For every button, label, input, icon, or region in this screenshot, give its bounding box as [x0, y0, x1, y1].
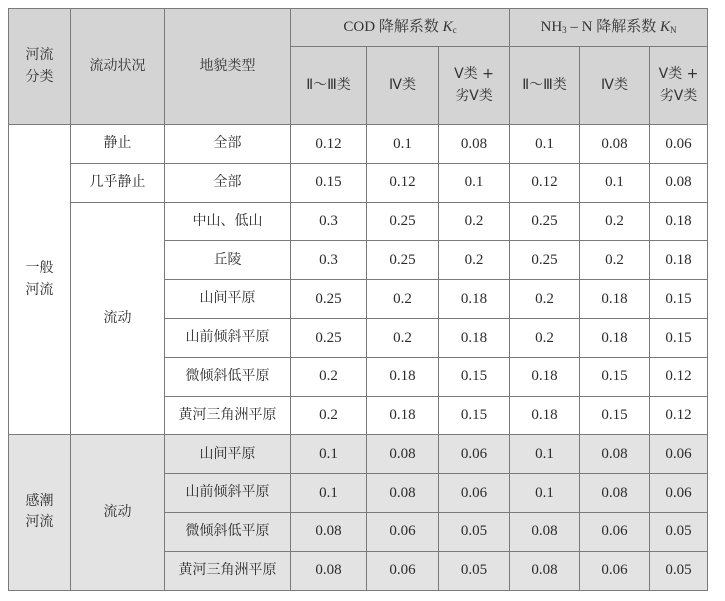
- value-cell: 0.05: [650, 512, 708, 551]
- value-cell: 0.12: [510, 163, 580, 202]
- subheader-nh3-class-5-line2: 劣Ⅴ类: [659, 87, 698, 104]
- table-row: [9, 202, 708, 241]
- value-cell: 0.06: [650, 435, 708, 474]
- header-river-type: [9, 9, 71, 125]
- value-cell: 0.1: [510, 125, 580, 164]
- value-cell: 0.06: [650, 474, 708, 513]
- landform-cell: 山前倾斜平原: [165, 318, 291, 357]
- value-cell: 0.2: [367, 280, 439, 319]
- river-type-tidal-line2: 河流: [25, 514, 54, 531]
- value-cell: 0.2: [580, 202, 650, 241]
- river-type-general-line2: 河流: [25, 281, 54, 298]
- subheader-cod-class-4: Ⅳ类: [367, 47, 439, 125]
- value-cell: 0.08: [367, 435, 439, 474]
- value-cell: 0.15: [650, 318, 708, 357]
- value-cell: 0.18: [510, 396, 580, 435]
- header-cod-prefix: COD 降解系数: [343, 19, 443, 36]
- table-row: [9, 125, 708, 164]
- value-cell: 0.08: [510, 551, 580, 590]
- value-cell: 0.1: [291, 474, 367, 513]
- value-cell: 0.15: [650, 280, 708, 319]
- value-cell: 0.2: [510, 280, 580, 319]
- value-cell: 0.18: [580, 318, 650, 357]
- value-cell: 0.06: [367, 551, 439, 590]
- value-cell: 0.3: [291, 241, 367, 280]
- value-cell: 0.06: [650, 125, 708, 164]
- table-row: [9, 435, 708, 474]
- landform-cell: 全部: [165, 163, 291, 202]
- value-cell: 0.18: [439, 318, 510, 357]
- flow-state-still: 静止: [71, 125, 165, 164]
- value-cell: 0.18: [439, 280, 510, 319]
- value-cell: 0.08: [291, 551, 367, 590]
- value-cell: 0.12: [367, 163, 439, 202]
- header-river-type-line1: 河流: [25, 46, 54, 63]
- value-cell: 0.15: [439, 396, 510, 435]
- flow-state-nearly-still: 几乎静止: [71, 163, 165, 202]
- subheader-cod-class-5-line2: 劣Ⅴ类: [455, 87, 493, 104]
- value-cell: 0.3: [291, 202, 367, 241]
- value-cell: 0.12: [650, 357, 708, 396]
- header-river-type-line2: 分类: [25, 68, 54, 85]
- table-row: [9, 163, 708, 202]
- value-cell: 0.18: [367, 396, 439, 435]
- subheader-cod-class-2-3: Ⅱ～Ⅲ类: [291, 47, 367, 125]
- value-cell: 0.2: [291, 396, 367, 435]
- value-cell: 0.15: [439, 357, 510, 396]
- value-cell: 0.1: [510, 474, 580, 513]
- river-type-tidal-line1: 感潮: [25, 492, 54, 509]
- value-cell: 0.08: [580, 474, 650, 513]
- header-cod-symbol: K: [442, 19, 453, 36]
- header-flow-state: 流动状况: [71, 9, 165, 125]
- value-cell: 0.06: [439, 474, 510, 513]
- value-cell: 0.25: [367, 202, 439, 241]
- flow-state-tidal-flowing: 流动: [71, 435, 165, 590]
- value-cell: 0.18: [510, 357, 580, 396]
- value-cell: 0.1: [580, 163, 650, 202]
- value-cell: 0.1: [367, 125, 439, 164]
- value-cell: 0.15: [580, 357, 650, 396]
- value-cell: 0.1: [439, 163, 510, 202]
- header-nh3-group: [510, 9, 708, 47]
- value-cell: 0.25: [367, 241, 439, 280]
- landform-cell: 黄河三角洲平原: [165, 551, 291, 590]
- value-cell: 0.25: [510, 241, 580, 280]
- river-type-general: [9, 125, 71, 435]
- header-nh3-sub: N: [670, 25, 677, 36]
- value-cell: 0.08: [291, 512, 367, 551]
- value-cell: 0.2: [291, 357, 367, 396]
- value-cell: 0.2: [580, 241, 650, 280]
- value-cell: 0.15: [291, 163, 367, 202]
- landform-cell: 微倾斜低平原: [165, 357, 291, 396]
- value-cell: 0.1: [510, 435, 580, 474]
- value-cell: 0.08: [650, 163, 708, 202]
- landform-cell: 微倾斜低平原: [165, 512, 291, 551]
- value-cell: 0.1: [291, 435, 367, 474]
- value-cell: 0.08: [367, 474, 439, 513]
- header-cod-group: [291, 9, 510, 47]
- header-nh3-nh: NH: [540, 19, 563, 36]
- subheader-nh3-class-5: [650, 47, 708, 125]
- value-cell: 0.25: [291, 280, 367, 319]
- value-cell: 0.06: [580, 512, 650, 551]
- value-cell: 0.18: [367, 357, 439, 396]
- header-nh3-nh-sub: 3: [562, 25, 567, 36]
- landform-cell: 全部: [165, 125, 291, 164]
- subheader-nh3-class-4: Ⅳ类: [580, 47, 650, 125]
- value-cell: 0.08: [580, 125, 650, 164]
- subheader-cod-class-5-line1: Ⅴ类 +: [454, 65, 494, 82]
- landform-cell: 黄河三角洲平原: [165, 396, 291, 435]
- subheader-nh3-class-2-3: Ⅱ～Ⅲ类: [510, 47, 580, 125]
- value-cell: 0.18: [650, 202, 708, 241]
- landform-cell: 山前倾斜平原: [165, 474, 291, 513]
- header-nh3-symbol: K: [660, 19, 671, 36]
- degradation-coefficient-table: [8, 8, 708, 591]
- value-cell: 0.06: [580, 551, 650, 590]
- value-cell: 0.18: [650, 241, 708, 280]
- value-cell: 0.08: [439, 125, 510, 164]
- value-cell: 0.25: [510, 202, 580, 241]
- value-cell: 0.2: [367, 318, 439, 357]
- value-cell: 0.12: [650, 396, 708, 435]
- value-cell: 0.08: [580, 435, 650, 474]
- value-cell: 0.08: [510, 512, 580, 551]
- header-nh3-rest: – N 降解系数: [566, 19, 660, 36]
- value-cell: 0.15: [580, 396, 650, 435]
- value-cell: 0.2: [439, 241, 510, 280]
- landform-cell: 山间平原: [165, 435, 291, 474]
- value-cell: 0.2: [439, 202, 510, 241]
- value-cell: 0.06: [439, 435, 510, 474]
- header-cod-sub: c: [452, 25, 457, 36]
- river-type-tidal: [9, 435, 71, 590]
- river-type-general-line1: 一般: [25, 260, 54, 276]
- flow-state-flowing: 流动: [71, 202, 165, 435]
- subheader-cod-class-5: [439, 47, 510, 125]
- landform-cell: 丘陵: [165, 241, 291, 280]
- landform-cell: 中山、低山: [165, 202, 291, 241]
- value-cell: 0.12: [291, 125, 367, 164]
- value-cell: 0.2: [510, 318, 580, 357]
- table-body: [9, 125, 708, 591]
- value-cell: 0.05: [439, 512, 510, 551]
- value-cell: 0.25: [291, 318, 367, 357]
- value-cell: 0.05: [439, 551, 510, 590]
- value-cell: 0.05: [650, 551, 708, 590]
- subheader-nh3-class-5-line1: Ⅴ类 +: [658, 65, 699, 82]
- value-cell: 0.06: [367, 512, 439, 551]
- header-landform: 地貌类型: [165, 9, 291, 125]
- landform-cell: 山间平原: [165, 280, 291, 319]
- value-cell: 0.18: [580, 280, 650, 319]
